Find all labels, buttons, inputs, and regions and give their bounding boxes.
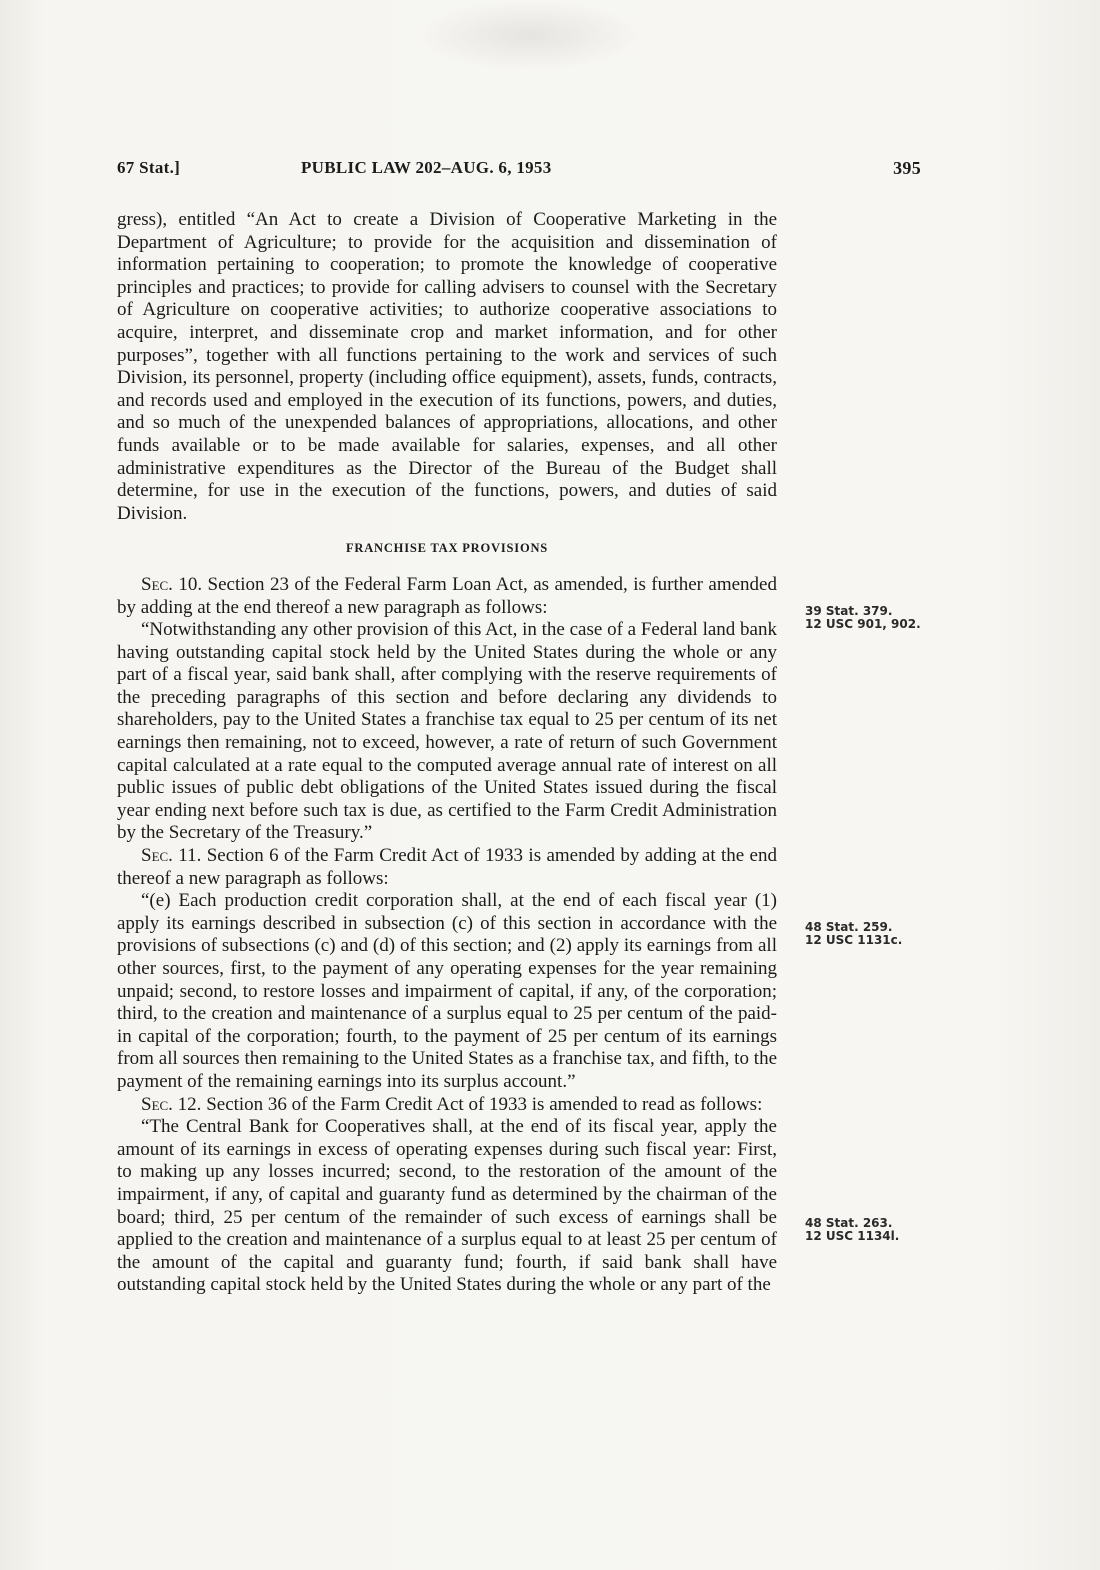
paragraph-sec-11 — [117, 845, 777, 890]
margin-note-line: 12 USC 1131c. — [805, 933, 903, 947]
section-heading: FRANCHISE TAX PROVISIONS — [345, 541, 549, 556]
paragraph-continuation: gress), entitled “An Act to create a Division of Cooperative Marketing in the Department of Agriculture; to provide for the acquisition and dissemination of information pertaining to cooperation; to promote the knowledge of cooperative principles and practices; to provide for calling advisers to counsel with the Secretary of Agriculture on cooperative activities; to authorize cooperative associations to acquire, interpret, and disseminate crop and market information, and for other purposes”, together with all functions pertaining to the work and services of such Division, its personnel, property (including office equipment), assets, funds, contracts, and records used and employed in the execution of its functions, powers, and duties, and so much of the unexpended balances of appropriations, allocations, and other funds available or to be made available for salaries, expenses, and all other administrative expenditures as the Director of the Bureau of the Budget shall determine, for use in the execution of the functions, powers, and duties of said Division. — [117, 209, 777, 524]
volume-citation: 67 Stat.] — [117, 158, 181, 177]
sec-10-text: Section 23 of the Federal Farm Loan Act, as amended, is further amended by adding at the end thereof a new paragraph as follows: — [117, 573, 777, 618]
sec-12-label: Sec. 12. — [141, 1093, 202, 1115]
margin-note-line: 12 USC 901, 902. — [805, 617, 921, 631]
margin-note-sec-12 — [805, 1217, 899, 1243]
margin-note-sec-10 — [805, 605, 921, 631]
paragraph-quote-central-bank: “The Central Bank for Cooperatives shall, at the end of its fiscal year, apply the amount of its earnings in excess of operating expenses during such fiscal year: First, to making up any losses incurred; second, to the restoration of the amount of the impairment, if any, of capital and guaranty fund as determined by the chairman of the board; third, 25 per centum of the remainder of such excess of earnings shall be applied to the creation and maintenance of a surplus equal to at least 25 per centum of the amount of the capital and guaranty fund; fourth, if said bank shall have outstanding capital stock held by the United States during the whole or any part of the — [117, 1116, 777, 1296]
sec-11-label: Sec. 11. — [141, 845, 202, 867]
law-title: PUBLIC LAW 202–AUG. 6, 1953 — [301, 158, 552, 177]
scan-smudge — [420, 0, 640, 70]
page-number: 395 — [893, 158, 921, 178]
sec-10-label: Sec. 10. — [141, 573, 203, 595]
margin-note-line: 48 Stat. 259. — [805, 920, 893, 934]
running-header — [117, 158, 921, 188]
sec-11-text: Section 6 of the Farm Credit Act of 1933 is amended by adding at the end thereof a new paragraph as follows: — [117, 845, 777, 889]
margin-note-line: 39 Stat. 379. — [805, 604, 893, 618]
margin-note-line: 12 USC 1134l. — [805, 1229, 900, 1243]
sec-12-text: Section 36 of the Farm Credit Act of 1933 is amended to read as follows: — [201, 1093, 763, 1115]
paragraph-sec-10 — [117, 574, 777, 619]
margin-note-line: 48 Stat. 263. — [805, 1216, 893, 1230]
paragraph-sec-12 — [117, 1094, 777, 1117]
paragraph-quote-federal-land-bank: “Notwithstanding any other provision of this Act, in the case of a Federal land bank having outstanding capital stock held by the United States during the whole or any part of a fiscal year, said bank shall, after complying with the reserve requirements of the preceding paragraphs of this section and before declaring any dividends to shareholders, pay to the United States a franchise tax equal to 25 per centum of its net earnings then remaining, not to exceed, however, a rate of return of such Government capital calculated at a rate equal to the computed average annual rate of interest on all public issues of public debt obligations of the United States issued during the fiscal year ending next before such tax is due, as certified to the Farm Credit Administration by the Secretary of the Treasury.” — [117, 619, 777, 844]
body-text — [117, 209, 777, 1297]
paragraph-quote-production-credit: “(e) Each production credit corporation shall, at the end of each fiscal year (1) apply its earnings described in subsection (c) of this section in accordance with the provisions of subsections (c) and (d) of this section; and (2) apply its earnings from all other sources, first, to the payment of any operating expenses for the year remaining unpaid; second, to restore losses and impairment of capital, if any, of the corporation; third, to the creation and maintenance of a surplus equal to 25 per centum of the paid-in capital of the corporation; fourth, to the payment of 25 per centum of its earnings from all sources then remaining to the United States as a franchise tax, and fifth, to the payment of the remaining earnings into its surplus account.” — [117, 890, 777, 1092]
margin-note-sec-11 — [805, 921, 902, 947]
